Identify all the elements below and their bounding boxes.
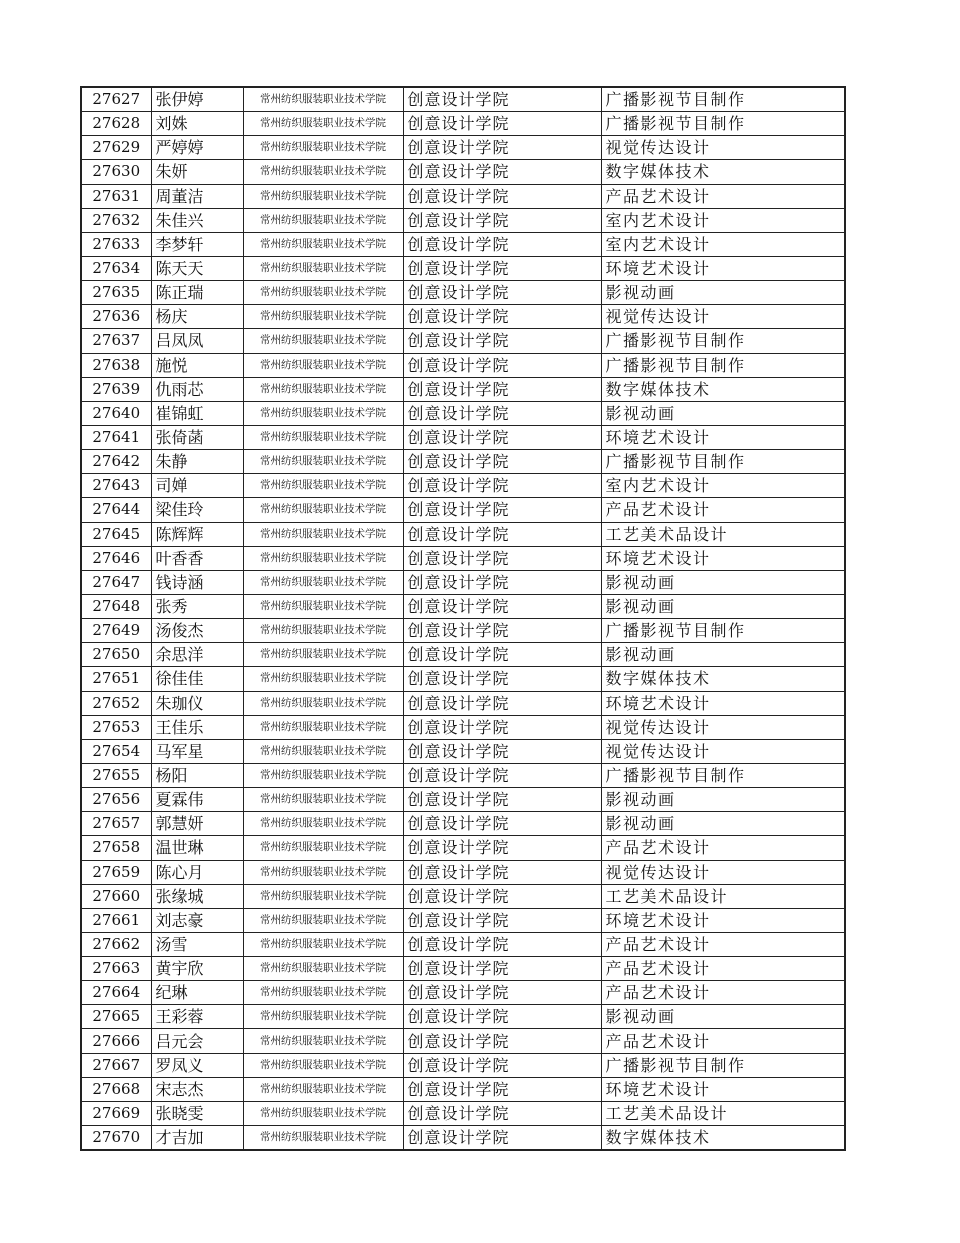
table-row	[81, 450, 845, 474]
school-cell: 常州纺织服装职业技术学院	[243, 87, 403, 112]
school-cell: 常州纺织服装职业技术学院	[243, 232, 403, 256]
major-cell: 工艺美术品设计	[601, 522, 845, 546]
student-id-cell: 27646	[81, 546, 151, 570]
major-cell: 影视动画	[601, 1005, 845, 1029]
college-cell: 创意设计学院	[403, 160, 601, 184]
table-row	[81, 353, 845, 377]
major-cell: 环境艺术设计	[601, 691, 845, 715]
student-name-cell: 朱珈仪	[151, 691, 243, 715]
student-name-cell: 司婵	[151, 474, 243, 498]
school-cell: 常州纺织服装职业技术学院	[243, 788, 403, 812]
table-row	[81, 136, 845, 160]
table-row	[81, 763, 845, 787]
student-id-cell: 27657	[81, 812, 151, 836]
college-cell: 创意设计学院	[403, 232, 601, 256]
major-cell: 环境艺术设计	[601, 256, 845, 280]
major-cell: 环境艺术设计	[601, 908, 845, 932]
student-name-cell: 宋志杰	[151, 1077, 243, 1101]
table-body	[81, 87, 845, 1150]
student-name-cell: 汤雪	[151, 932, 243, 956]
college-cell: 创意设计学院	[403, 208, 601, 232]
major-cell: 视觉传达设计	[601, 739, 845, 763]
student-id-cell: 27630	[81, 160, 151, 184]
table-row	[81, 401, 845, 425]
student-name-cell: 刘姝	[151, 112, 243, 136]
student-name-cell: 张秀	[151, 594, 243, 618]
student-name-cell: 叶香香	[151, 546, 243, 570]
school-cell: 常州纺织服装职业技术学院	[243, 715, 403, 739]
school-cell: 常州纺织服装职业技术学院	[243, 450, 403, 474]
student-name-cell: 周董洁	[151, 184, 243, 208]
major-cell: 室内艺术设计	[601, 208, 845, 232]
table-row	[81, 474, 845, 498]
student-id-cell: 27656	[81, 788, 151, 812]
college-cell: 创意设计学院	[403, 281, 601, 305]
college-cell: 创意设计学院	[403, 691, 601, 715]
college-cell: 创意设计学院	[403, 522, 601, 546]
college-cell: 创意设计学院	[403, 570, 601, 594]
school-cell: 常州纺织服装职业技术学院	[243, 1053, 403, 1077]
student-id-cell: 27654	[81, 739, 151, 763]
college-cell: 创意设计学院	[403, 256, 601, 280]
student-id-cell: 27655	[81, 763, 151, 787]
student-name-cell: 朱佳兴	[151, 208, 243, 232]
student-id-cell: 27658	[81, 836, 151, 860]
college-cell: 创意设计学院	[403, 305, 601, 329]
student-id-cell: 27627	[81, 87, 151, 112]
college-cell: 创意设计学院	[403, 715, 601, 739]
major-cell: 影视动画	[601, 643, 845, 667]
school-cell: 常州纺织服装职业技术学院	[243, 401, 403, 425]
student-id-cell: 27660	[81, 884, 151, 908]
school-cell: 常州纺织服装职业技术学院	[243, 932, 403, 956]
college-cell: 创意设计学院	[403, 546, 601, 570]
student-name-cell: 张晓雯	[151, 1101, 243, 1125]
major-cell: 影视动画	[601, 401, 845, 425]
student-name-cell: 施悦	[151, 353, 243, 377]
school-cell: 常州纺织服装职业技术学院	[243, 667, 403, 691]
student-id-cell: 27643	[81, 474, 151, 498]
student-name-cell: 仇雨芯	[151, 377, 243, 401]
student-name-cell: 汤俊杰	[151, 619, 243, 643]
student-name-cell: 马军星	[151, 739, 243, 763]
college-cell: 创意设计学院	[403, 884, 601, 908]
student-id-cell: 27648	[81, 594, 151, 618]
college-cell: 创意设计学院	[403, 1053, 601, 1077]
student-id-cell: 27670	[81, 1126, 151, 1151]
student-name-cell: 徐佳佳	[151, 667, 243, 691]
table-row	[81, 860, 845, 884]
student-id-cell: 27651	[81, 667, 151, 691]
student-id-cell: 27644	[81, 498, 151, 522]
college-cell: 创意设计学院	[403, 377, 601, 401]
college-cell: 创意设计学院	[403, 329, 601, 353]
major-cell: 广播影视节目制作	[601, 329, 845, 353]
table-row	[81, 329, 845, 353]
college-cell: 创意设计学院	[403, 184, 601, 208]
student-id-cell: 27662	[81, 932, 151, 956]
major-cell: 室内艺术设计	[601, 232, 845, 256]
student-id-cell: 27642	[81, 450, 151, 474]
table-row	[81, 546, 845, 570]
major-cell: 数字媒体技术	[601, 160, 845, 184]
table-row	[81, 836, 845, 860]
major-cell: 广播影视节目制作	[601, 450, 845, 474]
student-id-cell: 27632	[81, 208, 151, 232]
table-row	[81, 425, 845, 449]
table-row	[81, 981, 845, 1005]
major-cell: 数字媒体技术	[601, 377, 845, 401]
table-row	[81, 619, 845, 643]
student-id-cell: 27629	[81, 136, 151, 160]
major-cell: 产品艺术设计	[601, 184, 845, 208]
major-cell: 广播影视节目制作	[601, 1053, 845, 1077]
table-row	[81, 812, 845, 836]
college-cell: 创意设计学院	[403, 836, 601, 860]
table-row	[81, 570, 845, 594]
student-name-cell: 陈辉辉	[151, 522, 243, 546]
student-id-cell: 27628	[81, 112, 151, 136]
school-cell: 常州纺织服装职业技术学院	[243, 184, 403, 208]
major-cell: 产品艺术设计	[601, 836, 845, 860]
student-id-cell: 27663	[81, 957, 151, 981]
college-cell: 创意设计学院	[403, 401, 601, 425]
student-id-cell: 27665	[81, 1005, 151, 1029]
student-name-cell: 郭慧妍	[151, 812, 243, 836]
major-cell: 环境艺术设计	[601, 1077, 845, 1101]
school-cell: 常州纺织服装职业技术学院	[243, 884, 403, 908]
major-cell: 影视动画	[601, 570, 845, 594]
table-row	[81, 788, 845, 812]
table-row	[81, 281, 845, 305]
major-cell: 广播影视节目制作	[601, 87, 845, 112]
college-cell: 创意设计学院	[403, 763, 601, 787]
table-row	[81, 691, 845, 715]
major-cell: 影视动画	[601, 812, 845, 836]
table-row	[81, 957, 845, 981]
student-id-cell: 27640	[81, 401, 151, 425]
school-cell: 常州纺织服装职业技术学院	[243, 281, 403, 305]
major-cell: 工艺美术品设计	[601, 1101, 845, 1125]
student-name-cell: 钱诗涵	[151, 570, 243, 594]
student-id-cell: 27669	[81, 1101, 151, 1125]
school-cell: 常州纺织服装职业技术学院	[243, 1005, 403, 1029]
student-name-cell: 杨庆	[151, 305, 243, 329]
school-cell: 常州纺织服装职业技术学院	[243, 160, 403, 184]
student-name-cell: 严婷婷	[151, 136, 243, 160]
school-cell: 常州纺织服装职业技术学院	[243, 643, 403, 667]
major-cell: 环境艺术设计	[601, 425, 845, 449]
college-cell: 创意设计学院	[403, 739, 601, 763]
major-cell: 产品艺术设计	[601, 1029, 845, 1053]
student-id-cell: 27664	[81, 981, 151, 1005]
college-cell: 创意设计学院	[403, 594, 601, 618]
student-id-cell: 27639	[81, 377, 151, 401]
student-id-cell: 27635	[81, 281, 151, 305]
school-cell: 常州纺织服装职业技术学院	[243, 546, 403, 570]
table-row	[81, 884, 845, 908]
student-id-cell: 27636	[81, 305, 151, 329]
school-cell: 常州纺织服装职业技术学院	[243, 498, 403, 522]
student-id-cell: 27667	[81, 1053, 151, 1077]
student-name-cell: 才吉加	[151, 1126, 243, 1151]
school-cell: 常州纺织服装职业技术学院	[243, 981, 403, 1005]
major-cell: 影视动画	[601, 281, 845, 305]
school-cell: 常州纺织服装职业技术学院	[243, 136, 403, 160]
table-row	[81, 160, 845, 184]
student-name-cell: 黄宇欣	[151, 957, 243, 981]
student-id-cell: 27668	[81, 1077, 151, 1101]
college-cell: 创意设计学院	[403, 450, 601, 474]
major-cell: 影视动画	[601, 788, 845, 812]
student-name-cell: 温世琳	[151, 836, 243, 860]
college-cell: 创意设计学院	[403, 932, 601, 956]
school-cell: 常州纺织服装职业技术学院	[243, 594, 403, 618]
table-row	[81, 908, 845, 932]
college-cell: 创意设计学院	[403, 353, 601, 377]
college-cell: 创意设计学院	[403, 957, 601, 981]
school-cell: 常州纺织服装职业技术学院	[243, 112, 403, 136]
student-name-cell: 陈正瑞	[151, 281, 243, 305]
college-cell: 创意设计学院	[403, 1101, 601, 1125]
student-name-cell: 杨阳	[151, 763, 243, 787]
table-row	[81, 1126, 845, 1151]
school-cell: 常州纺织服装职业技术学院	[243, 425, 403, 449]
student-id-cell: 27638	[81, 353, 151, 377]
table-row	[81, 232, 845, 256]
major-cell: 影视动画	[601, 594, 845, 618]
student-name-cell: 张伊婷	[151, 87, 243, 112]
table-row	[81, 112, 845, 136]
student-id-cell: 27637	[81, 329, 151, 353]
table-row	[81, 932, 845, 956]
student-id-cell: 27652	[81, 691, 151, 715]
college-cell: 创意设计学院	[403, 1029, 601, 1053]
table-row	[81, 87, 845, 112]
table-row	[81, 643, 845, 667]
major-cell: 广播影视节目制作	[601, 112, 845, 136]
student-name-cell: 张倚菡	[151, 425, 243, 449]
college-cell: 创意设计学院	[403, 498, 601, 522]
student-name-cell: 朱妍	[151, 160, 243, 184]
major-cell: 视觉传达设计	[601, 305, 845, 329]
student-name-cell: 王佳乐	[151, 715, 243, 739]
school-cell: 常州纺织服装职业技术学院	[243, 474, 403, 498]
table-row	[81, 498, 845, 522]
school-cell: 常州纺织服装职业技术学院	[243, 208, 403, 232]
student-id-cell: 27631	[81, 184, 151, 208]
major-cell: 产品艺术设计	[601, 932, 845, 956]
table-row	[81, 522, 845, 546]
school-cell: 常州纺织服装职业技术学院	[243, 836, 403, 860]
student-id-cell: 27653	[81, 715, 151, 739]
college-cell: 创意设计学院	[403, 136, 601, 160]
table-row	[81, 1077, 845, 1101]
table-row	[81, 305, 845, 329]
student-id-cell: 27661	[81, 908, 151, 932]
college-cell: 创意设计学院	[403, 908, 601, 932]
college-cell: 创意设计学院	[403, 87, 601, 112]
major-cell: 广播影视节目制作	[601, 619, 845, 643]
table-row	[81, 1101, 845, 1125]
school-cell: 常州纺织服装职业技术学院	[243, 522, 403, 546]
college-cell: 创意设计学院	[403, 981, 601, 1005]
student-name-cell: 梁佳玲	[151, 498, 243, 522]
student-name-cell: 朱静	[151, 450, 243, 474]
college-cell: 创意设计学院	[403, 788, 601, 812]
table-row	[81, 377, 845, 401]
student-name-cell: 余思洋	[151, 643, 243, 667]
student-id-cell: 27650	[81, 643, 151, 667]
college-cell: 创意设计学院	[403, 1126, 601, 1151]
student-name-cell: 李梦轩	[151, 232, 243, 256]
school-cell: 常州纺织服装职业技术学院	[243, 570, 403, 594]
college-cell: 创意设计学院	[403, 667, 601, 691]
college-cell: 创意设计学院	[403, 619, 601, 643]
major-cell: 视觉传达设计	[601, 136, 845, 160]
student-id-cell: 27645	[81, 522, 151, 546]
major-cell: 数字媒体技术	[601, 1126, 845, 1151]
student-id-cell: 27633	[81, 232, 151, 256]
major-cell: 环境艺术设计	[601, 546, 845, 570]
major-cell: 视觉传达设计	[601, 715, 845, 739]
major-cell: 产品艺术设计	[601, 981, 845, 1005]
college-cell: 创意设计学院	[403, 1077, 601, 1101]
school-cell: 常州纺织服装职业技术学院	[243, 763, 403, 787]
major-cell: 视觉传达设计	[601, 860, 845, 884]
student-id-cell: 27649	[81, 619, 151, 643]
school-cell: 常州纺织服装职业技术学院	[243, 739, 403, 763]
student-name-cell: 罗凤义	[151, 1053, 243, 1077]
college-cell: 创意设计学院	[403, 474, 601, 498]
table-row	[81, 715, 845, 739]
student-id-cell: 27659	[81, 860, 151, 884]
student-name-cell: 纪琳	[151, 981, 243, 1005]
school-cell: 常州纺织服装职业技术学院	[243, 1101, 403, 1125]
school-cell: 常州纺织服装职业技术学院	[243, 329, 403, 353]
major-cell: 室内艺术设计	[601, 474, 845, 498]
school-cell: 常州纺织服装职业技术学院	[243, 860, 403, 884]
table-row	[81, 667, 845, 691]
table-row	[81, 1029, 845, 1053]
student-name-cell: 吕凤凤	[151, 329, 243, 353]
student-name-cell: 夏霖伟	[151, 788, 243, 812]
table-row	[81, 594, 845, 618]
school-cell: 常州纺织服装职业技术学院	[243, 1126, 403, 1151]
major-cell: 广播影视节目制作	[601, 763, 845, 787]
school-cell: 常州纺织服装职业技术学院	[243, 1077, 403, 1101]
student-name-cell: 吕元会	[151, 1029, 243, 1053]
student-id-cell: 27666	[81, 1029, 151, 1053]
table-row	[81, 1053, 845, 1077]
school-cell: 常州纺织服装职业技术学院	[243, 305, 403, 329]
major-cell: 工艺美术品设计	[601, 884, 845, 908]
major-cell: 广播影视节目制作	[601, 353, 845, 377]
school-cell: 常州纺织服装职业技术学院	[243, 812, 403, 836]
college-cell: 创意设计学院	[403, 812, 601, 836]
college-cell: 创意设计学院	[403, 643, 601, 667]
student-id-cell: 27647	[81, 570, 151, 594]
table-row	[81, 256, 845, 280]
school-cell: 常州纺织服装职业技术学院	[243, 957, 403, 981]
student-name-cell: 陈天天	[151, 256, 243, 280]
school-cell: 常州纺织服装职业技术学院	[243, 377, 403, 401]
student-name-cell: 刘志豪	[151, 908, 243, 932]
college-cell: 创意设计学院	[403, 1005, 601, 1029]
school-cell: 常州纺织服装职业技术学院	[243, 908, 403, 932]
table-row	[81, 184, 845, 208]
table-row	[81, 208, 845, 232]
school-cell: 常州纺织服装职业技术学院	[243, 256, 403, 280]
table-row	[81, 1005, 845, 1029]
student-name-cell: 张缘城	[151, 884, 243, 908]
college-cell: 创意设计学院	[403, 425, 601, 449]
student-name-cell: 陈心月	[151, 860, 243, 884]
student-name-cell: 王彩蓉	[151, 1005, 243, 1029]
student-id-cell: 27634	[81, 256, 151, 280]
school-cell: 常州纺织服装职业技术学院	[243, 1029, 403, 1053]
table-row	[81, 739, 845, 763]
college-cell: 创意设计学院	[403, 112, 601, 136]
school-cell: 常州纺织服装职业技术学院	[243, 353, 403, 377]
major-cell: 产品艺术设计	[601, 498, 845, 522]
student-list-table	[80, 86, 846, 1151]
student-id-cell: 27641	[81, 425, 151, 449]
school-cell: 常州纺织服装职业技术学院	[243, 691, 403, 715]
student-name-cell: 崔锦虹	[151, 401, 243, 425]
major-cell: 数字媒体技术	[601, 667, 845, 691]
college-cell: 创意设计学院	[403, 860, 601, 884]
school-cell: 常州纺织服装职业技术学院	[243, 619, 403, 643]
major-cell: 产品艺术设计	[601, 957, 845, 981]
